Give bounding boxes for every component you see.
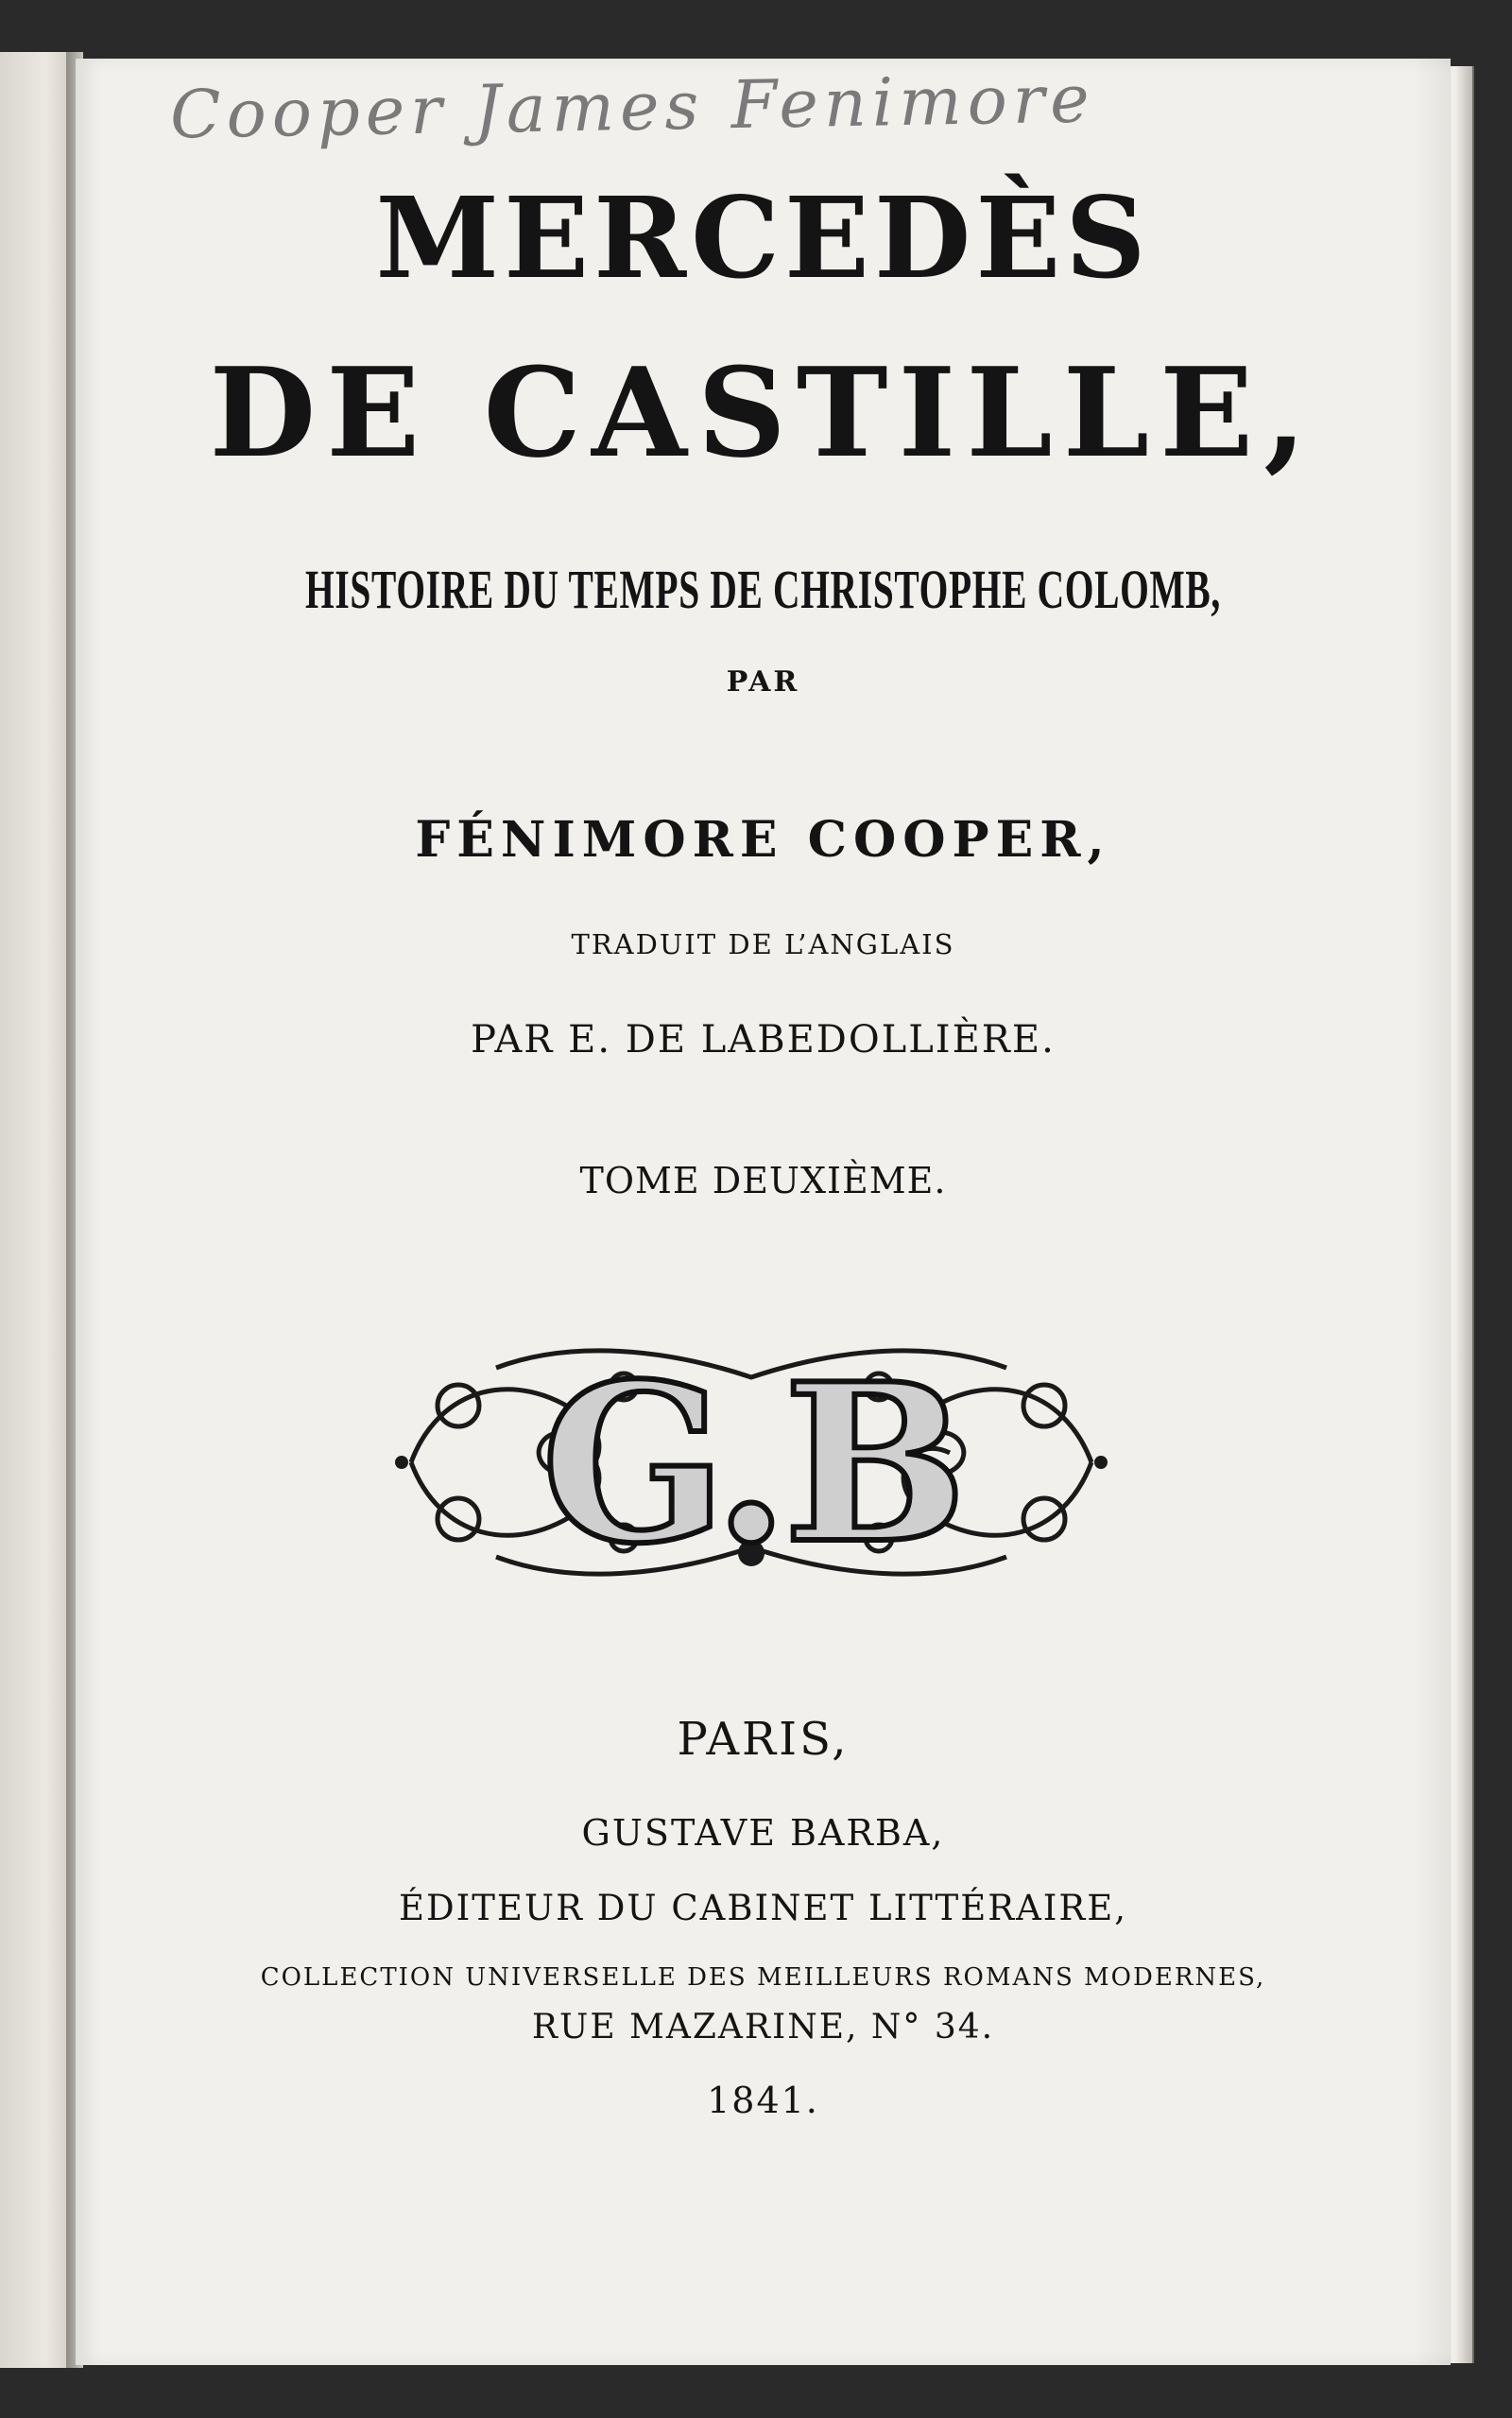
- translator-name: PAR E. DE LABEDOLLIÈRE.: [471, 1018, 1056, 1062]
- imprint-city: PARIS,: [677, 1713, 850, 1766]
- handwritten-annotation: Cooper James Fenimore: [169, 60, 1096, 154]
- title-page: [76, 59, 1451, 2365]
- imprint-publisher: GUSTAVE BARBA,: [581, 1812, 945, 1854]
- title-line-1: MERCEDÈS: [375, 172, 1151, 303]
- imprint-year: 1841.: [707, 2080, 819, 2121]
- facing-page-edge: [0, 52, 76, 2368]
- subtitle: HISTOIRE DU TEMPS DE CHRISTOPHE COLOMB,: [305, 559, 1221, 620]
- by-label: PAR: [726, 665, 800, 699]
- translation-note: TRADUIT DE L’ANGLAIS: [571, 928, 955, 960]
- imprint-role: ÉDITEUR DU CABINET LITTÉRAIRE,: [398, 1888, 1128, 1928]
- volume-label: TOME DEUXIÈME.: [579, 1160, 947, 1201]
- title-line-2: DE CASTILLE,: [209, 340, 1317, 485]
- imprint-collection: COLLECTION UNIVERSELLE DES MEILLEURS ROMANS MODERNES,: [260, 1963, 1266, 1992]
- author-name: FÉNIMORE COOPER,: [415, 811, 1111, 869]
- imprint-address: RUE MAZARINE, N° 34.: [531, 2008, 995, 2047]
- monogram-letters: G.B: [541, 1337, 962, 1592]
- publisher-monogram: [383, 1330, 1120, 1595]
